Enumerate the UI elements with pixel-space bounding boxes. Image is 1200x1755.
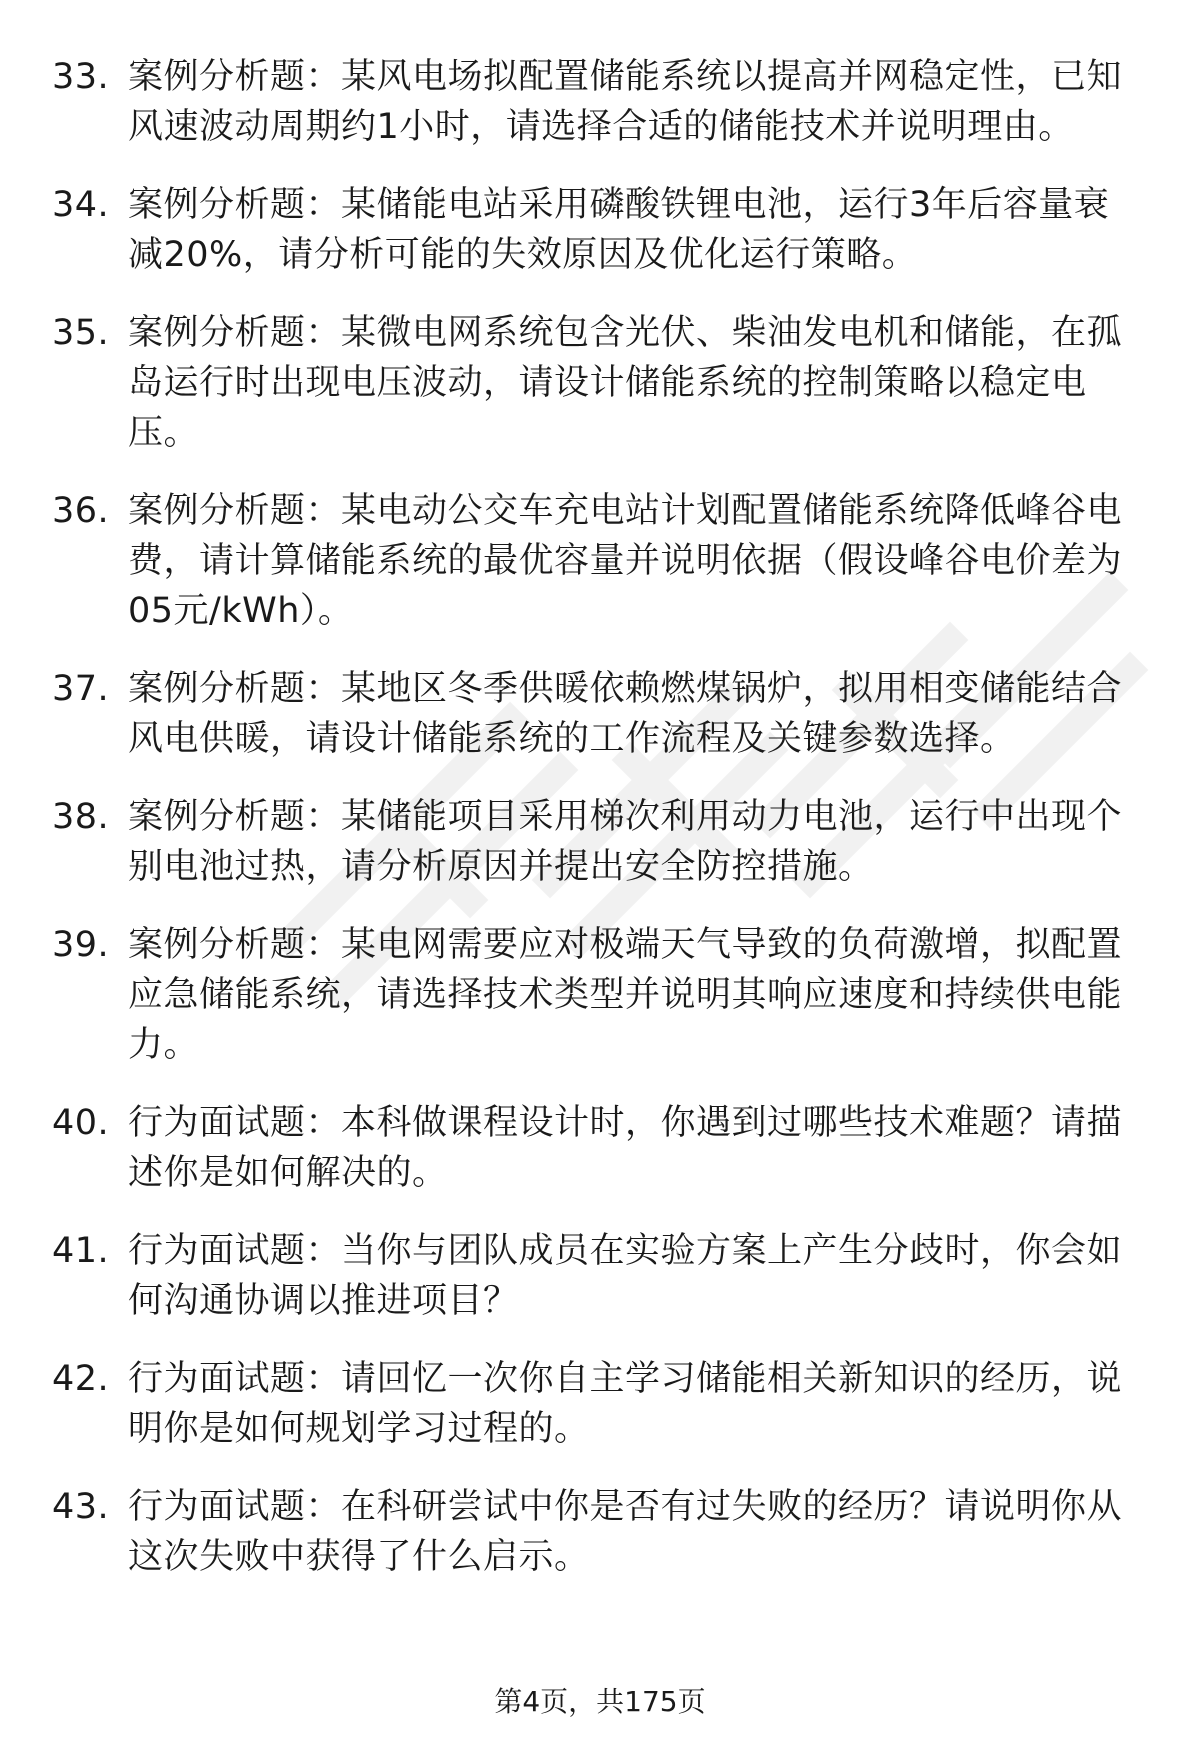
question-text: 行为面试题：当你与团队成员在实验方案上产生分歧时，你会如何沟通协调以推进项目？: [128, 1231, 1123, 1321]
question-number: 33.: [52, 57, 110, 97]
question-item: [0, 920, 1200, 1070]
question-item: [0, 486, 1200, 636]
question-item: [0, 1354, 1200, 1454]
question-item: [0, 308, 1200, 458]
question-item: [0, 664, 1200, 764]
question-text: 案例分析题：某电网需要应对极端天气导致的负荷激增，拟配置应急储能系统，请选择技术类型并说明其响应速度和持续供电能力。: [128, 925, 1123, 1065]
question-text: 案例分析题：某风电场拟配置储能系统以提高并网稳定性，已知风速波动周期约1小时，请选择合适的储能技术并说明理由。: [128, 57, 1123, 147]
page-footer: 第4页，共175页: [494, 1685, 706, 1718]
question-text: 案例分析题：某储能项目采用梯次利用动力电池，运行中出现个别电池过热，请分析原因并提出安全防控措施。: [128, 797, 1123, 887]
question-number: 36.: [52, 491, 110, 531]
question-text: 案例分析题：某微电网系统包含光伏、柴油发电机和储能，在孤岛运行时出现电压波动，请设计储能系统的控制策略以稳定电压。: [128, 313, 1123, 453]
question-number: 37.: [52, 669, 110, 709]
question-number: 38.: [52, 797, 110, 837]
question-item: [0, 1226, 1200, 1326]
question-item: [0, 180, 1200, 280]
question-list: [0, 52, 1200, 1610]
question-item: [0, 792, 1200, 892]
question-text: 行为面试题：本科做课程设计时，你遇到过哪些技术难题？请描述你是如何解决的。: [128, 1103, 1123, 1193]
question-text: 行为面试题：在科研尝试中你是否有过失败的经历？请说明你从这次失败中获得了什么启示。: [128, 1487, 1123, 1577]
question-number: 41.: [52, 1231, 110, 1271]
question-text: 案例分析题：某地区冬季供暖依赖燃煤锅炉，拟用相变储能结合风电供暖，请设计储能系统的工作流程及关键参数选择。: [128, 669, 1123, 759]
question-number: 40.: [52, 1103, 110, 1143]
question-item: [0, 1482, 1200, 1582]
question-number: 42.: [52, 1359, 110, 1399]
question-text: 案例分析题：某储能电站采用磷酸铁锂电池，运行3年后容量衰减20%，请分析可能的失效原因及优化运行策略。: [128, 185, 1110, 275]
question-text: 行为面试题：请回忆一次你自主学习储能相关新知识的经历，说明你是如何规划学习过程的。: [128, 1359, 1123, 1449]
question-number: 34.: [52, 185, 110, 225]
question-number: 39.: [52, 925, 110, 965]
question-number: 35.: [52, 313, 110, 353]
question-item: [0, 52, 1200, 152]
question-text: 案例分析题：某电动公交车充电站计划配置储能系统降低峰谷电费，请计算储能系统的最优容量并说明依据（假设峰谷电价差为05元/kWh）。: [128, 491, 1123, 631]
question-number: 43.: [52, 1487, 110, 1527]
question-item: [0, 1098, 1200, 1198]
